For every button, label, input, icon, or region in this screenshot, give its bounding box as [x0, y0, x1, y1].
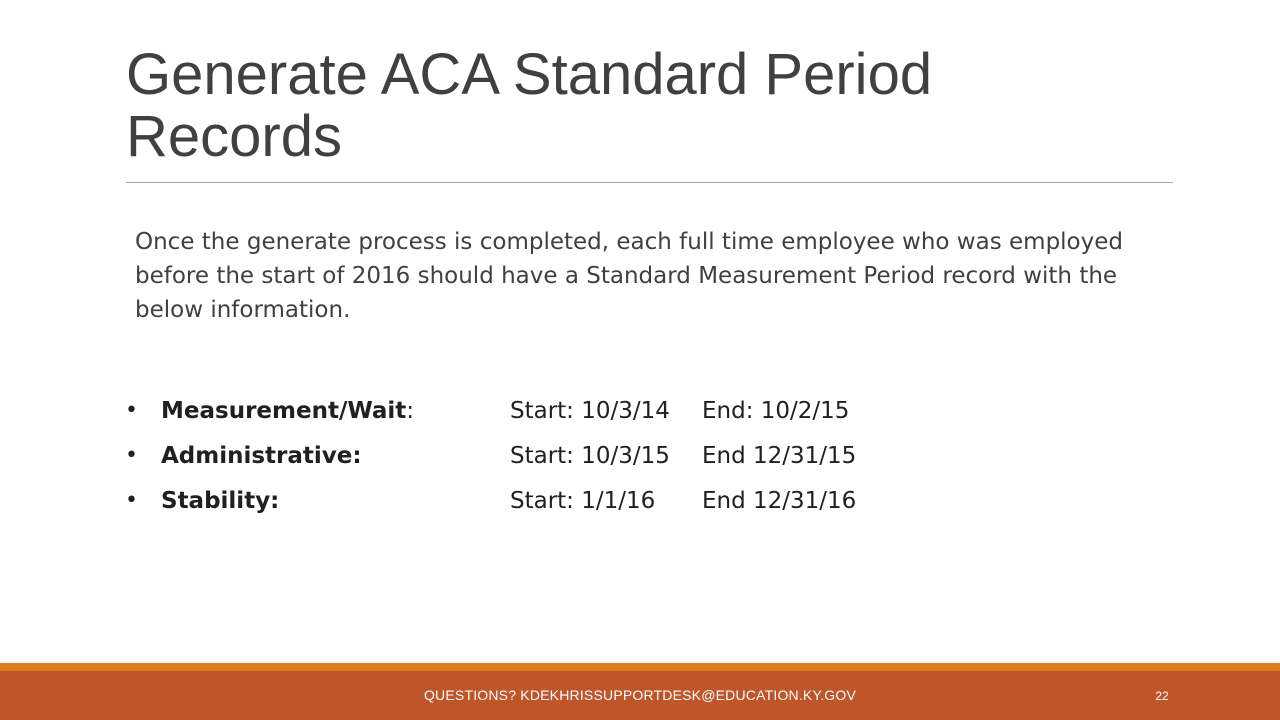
period-end: End: 10/2/15: [702, 398, 850, 424]
period-label: [161, 482, 279, 520]
bullet-icon: •: [125, 398, 138, 423]
slide-title: Generate ACA Standard Period Records: [126, 42, 933, 169]
period-start: Start: 1/1/16: [510, 488, 656, 514]
period-start: Start: 10/3/15: [510, 443, 670, 469]
slide-number: 22: [1155, 689, 1169, 703]
footer-contact-text: QUESTIONS? KDEKHRISSUPPORTDESK@EDUCATION.KY.GOV: [423, 687, 857, 703]
bullet-icon: •: [125, 443, 138, 468]
period-label: [161, 392, 414, 430]
period-label-bold: Measurement/Wait: [161, 398, 407, 424]
period-start: Start: 10/3/14: [510, 398, 670, 424]
footer-accent-stripe: [0, 663, 1280, 671]
intro-paragraph: Once the generate process is completed, each full time employee who was employed before the start of 2016 should have a Standard Measurement Period record with the below information.: [135, 229, 1123, 323]
title-divider: [126, 182, 1173, 183]
bullet-icon: •: [125, 488, 138, 513]
period-label-bold: Administrative:: [161, 443, 362, 469]
period-label: [161, 437, 362, 475]
period-label-bold: Stability:: [161, 488, 280, 514]
period-end: End 12/31/15: [702, 443, 857, 469]
period-end: End 12/31/16: [702, 488, 857, 514]
period-label-suffix: :: [406, 398, 415, 424]
